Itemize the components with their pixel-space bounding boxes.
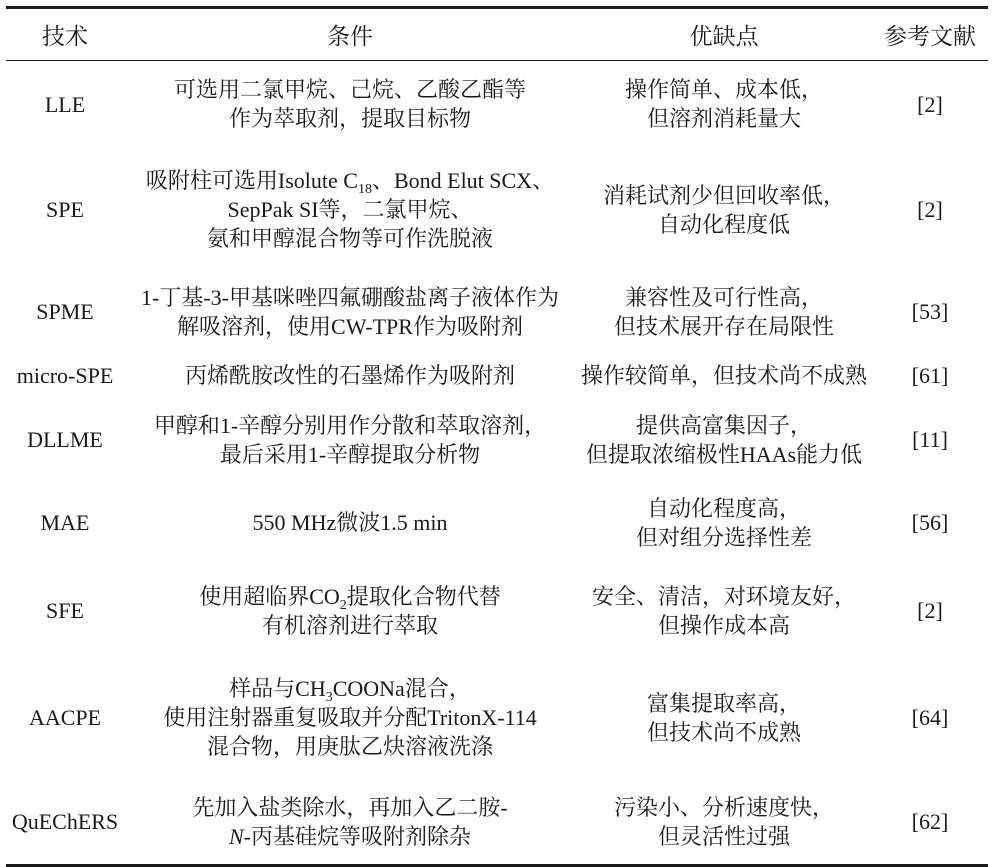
conditions-text: 使用超临界CO (199, 583, 340, 609)
pros-cons-line: 操作较简单，但技术尚不成熟 (580, 363, 867, 388)
technique-cell: DLLME (27, 427, 103, 452)
technique-cell: SPE (46, 197, 84, 222)
conditions-text: COONa混合， (332, 676, 471, 701)
conditions-cell (124, 400, 576, 480)
pros-cons-cell (576, 61, 872, 148)
table-row (6, 656, 988, 780)
pros-cons-cell (576, 656, 872, 780)
conditions-line: 作为萃取剂，提取目标物 (228, 106, 471, 132)
technique-cell: MAE (40, 510, 90, 535)
conditions-line: 氨和甲醇混合物等可作洗脱液 (206, 226, 493, 251)
header-technique: 技术 (6, 8, 124, 61)
conditions-cell (124, 148, 576, 272)
conditions-line: 使用注射器重复吸取并分配TritonX-114 (163, 705, 537, 730)
conditions-text: 样品与CH (229, 676, 326, 701)
conditions-line: 可选用二氯甲烷、己烷、乙酸乙酯等 (173, 77, 526, 103)
conditions-cell (124, 780, 576, 866)
conditions-line (124, 166, 576, 195)
pros-cons-line: 但灵活性过强 (657, 823, 790, 849)
pros-cons-line: 但技术展开存在局限性 (613, 313, 834, 339)
conditions-line: 550 MHz微波1.5 min (252, 510, 448, 535)
pros-cons-line: 兼容性及可行性高， (624, 284, 823, 310)
conditions-line: 有机溶剂进行萃取 (261, 612, 438, 638)
header-conditions: 条件 (124, 8, 576, 61)
pros-cons-line: 但操作成本高 (657, 612, 790, 638)
conditions-cell (124, 566, 576, 656)
conditions-line (124, 674, 576, 703)
conditions-cell (124, 352, 576, 400)
technique-cell: QuEChERS (6, 780, 124, 866)
pros-cons-line: 自动化程度高， (646, 495, 801, 521)
pros-cons-line: 自动化程度低 (657, 211, 790, 237)
pros-cons-line: 富集提取率高， (646, 690, 801, 716)
reference-cell: [56] (911, 510, 949, 535)
pros-cons-line: 但提取浓缩极性HAAs能力低 (585, 441, 863, 467)
conditions-line (124, 822, 576, 851)
pros-cons-cell (576, 480, 872, 566)
table-row (6, 566, 988, 656)
header-pros-cons: 优缺点 (576, 8, 872, 61)
reference-cell: [62] (872, 780, 988, 866)
conditions-text: 吸附柱可选用Isolute C (145, 168, 358, 193)
conditions-line (124, 582, 576, 611)
technique-cell: micro-SPE (16, 363, 114, 388)
pros-cons-cell (576, 780, 872, 866)
italic-n: N (228, 823, 244, 849)
pros-cons-line: 但对组分选择性差 (635, 524, 812, 550)
table-row (6, 148, 988, 272)
conditions-cell (124, 272, 576, 352)
pros-cons-cell (576, 272, 872, 352)
reference-cell: [2] (917, 197, 943, 222)
subscript: 3 (325, 690, 333, 705)
conditions-cell (124, 61, 576, 148)
reference-cell: [11] (912, 427, 948, 452)
conditions-line: 解吸溶剂，使用CW-TPR作为吸附剂 (177, 313, 523, 339)
reference-cell: [61] (911, 363, 949, 388)
pros-cons-cell (576, 148, 872, 272)
conditions-text: -丙基硅烷等吸附剂除杂 (243, 823, 471, 849)
pros-cons-line: 污染小、分析速度快， (613, 794, 834, 820)
conditions-line: 丙烯酰胺改性的石墨烯作为吸附剂 (184, 363, 515, 388)
reference-cell: [64] (911, 705, 949, 730)
reference-cell: [53] (911, 299, 949, 324)
conditions-line: 甲醇和1-辛醇分别用作分散和萃取溶剂， (153, 412, 547, 438)
conditions-line: 1-丁基-3-甲基咪唑四氟硼酸盐离子液体作为 (141, 284, 559, 310)
technique-cell: SFE (46, 598, 84, 623)
header-references: 参考文献 (872, 8, 988, 61)
conditions-line: 先加入盐类除水，再加入乙二胺- (192, 794, 508, 820)
subscript: 18 (357, 182, 372, 197)
reference-cell: [2] (917, 598, 943, 623)
conditions-cell (124, 656, 576, 780)
pros-cons-cell (576, 400, 872, 480)
subscript: 2 (339, 597, 347, 613)
pros-cons-line: 安全、清洁，对环境友好， (591, 583, 856, 609)
pros-cons-line: 但溶剂消耗量大 (646, 106, 801, 132)
technique-cell: SPME (36, 299, 94, 324)
technique-cell: LLE (44, 91, 86, 117)
table-row (6, 400, 988, 480)
extraction-methods-table (6, 6, 988, 867)
conditions-line: SepPak SI等，二氯甲烷、 (227, 197, 473, 222)
header-row (6, 8, 988, 61)
pros-cons-line: 消耗试剂少但回收率低， (602, 182, 845, 208)
conditions-line: 最后采用1-辛醇提取分析物 (219, 441, 481, 467)
pros-cons-cell (576, 352, 872, 400)
pros-cons-line: 操作简单、成本低， (624, 77, 823, 103)
conditions-line: 混合物，用庚肽乙炔溶液洗涤 (206, 734, 493, 759)
conditions-cell (124, 480, 576, 566)
reference-cell: [2] (917, 91, 943, 117)
pros-cons-cell (576, 566, 872, 656)
table-row (6, 780, 988, 866)
table-row (6, 480, 988, 566)
table-row (6, 352, 988, 400)
pros-cons-line: 但技术尚不成熟 (646, 719, 801, 745)
table-row (6, 272, 988, 352)
pros-cons-line: 提供高富集因子， (635, 412, 812, 438)
technique-cell: AACPE (28, 705, 102, 730)
conditions-text: 、Bond Elut SCX、 (371, 168, 555, 193)
table-row (6, 61, 988, 148)
conditions-text: 提取化合物代替 (346, 583, 501, 609)
